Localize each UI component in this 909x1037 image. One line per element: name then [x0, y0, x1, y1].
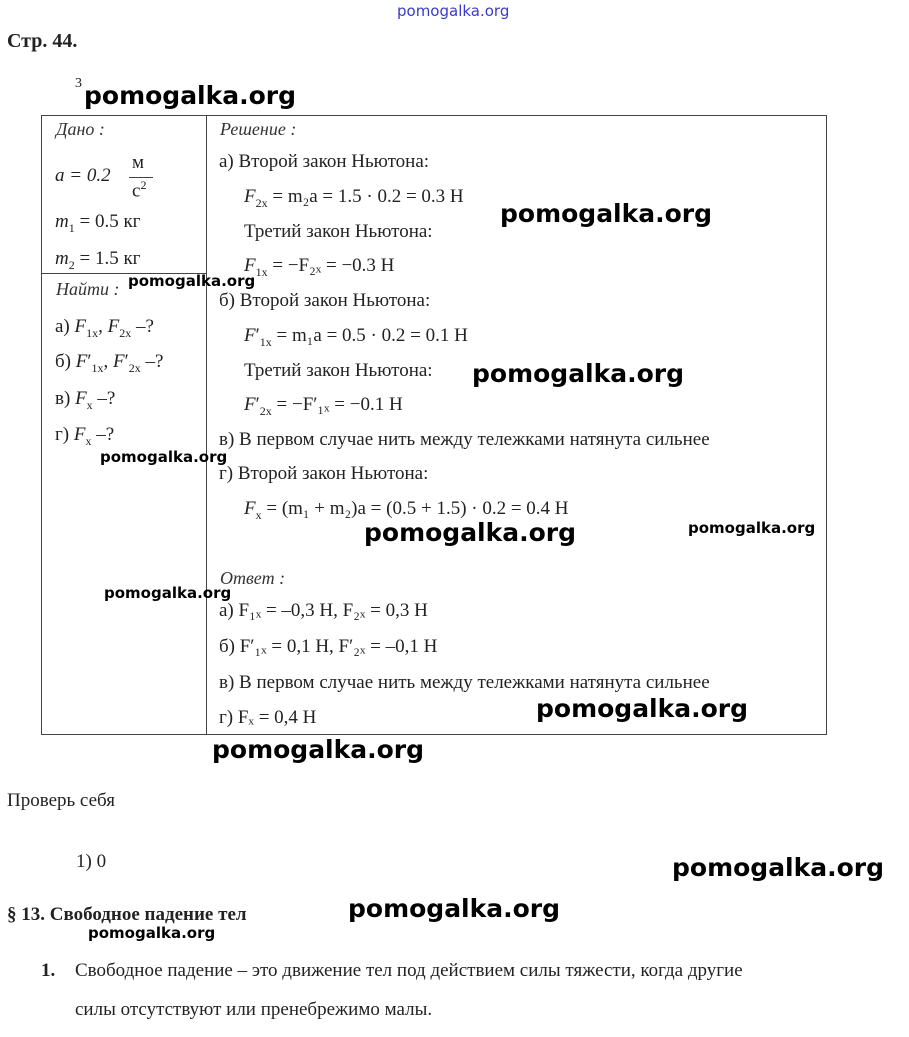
watermark: pomogalka.org [500, 199, 713, 228]
solution-b-eq1: $F'_{1x} = m_1a = 0.5 \cdot 0.2 = 0.1$ Н [244, 325, 468, 349]
find-v: в) $F_x$ –? [55, 388, 116, 412]
watermark: pomogalka.org [212, 735, 425, 764]
answer-a: а) F₁ₓ = –0,3 Н, F₂ₓ = 0,3 Н [219, 600, 428, 621]
answer-header: Ответ : [220, 568, 286, 588]
check-item: 1) 0 [76, 851, 107, 872]
given-a-unit-num: м [132, 152, 145, 173]
watermark: pomogalka.org [472, 359, 685, 388]
watermark: pomogalka.org [88, 924, 216, 942]
find-b: б) $F'_{1x}$, $F'_{2x}$ –? [55, 351, 164, 375]
solution-g-eq: $F_x = (m_1 + m_2)a = (0.5 + 1.5) \cdot 0.2 = 0.4$ Н [244, 498, 569, 522]
task-number: 3 [75, 76, 82, 91]
item1-line1: Свободное падение – это движение тел под действием силы тяжести, когда другие [75, 960, 743, 981]
watermark: pomogalka.org [104, 584, 232, 602]
solution-a-eq1: $F_{2x} = m_2a = 1.5 \cdot 0.2 = 0.3$ Н [244, 186, 464, 210]
given-m2: $m_2 = 1.5$ кг [55, 248, 141, 272]
solution-a-title: а) Второй закон Ньютона: [219, 151, 430, 172]
find-header: Найти : [56, 279, 120, 299]
solution-header: Решение : [220, 119, 297, 139]
watermark: pomogalka.org [536, 694, 749, 723]
watermark: pomogalka.org [688, 519, 816, 537]
section-title: § 13. Свободное падение тел [7, 904, 247, 925]
watermark: pomogalka.org [672, 853, 885, 882]
watermark: pomogalka.org [348, 894, 561, 923]
page-header: Стр. 44. [7, 30, 78, 52]
watermark: pomogalka.org [84, 81, 297, 110]
solution-b-title: б) Второй закон Ньютона: [219, 290, 431, 311]
solution-a-eq2: $F_{1x} = -F_{2x} = -0.3$ Н [244, 255, 395, 279]
check-yourself-heading: Проверь себя [7, 790, 115, 811]
solution-v-text: в) В первом случае нить между тележками натянута сильнее [219, 429, 710, 450]
item1-line2: силы отсутствуют или пренебрежимо малы. [75, 999, 433, 1020]
answer-b: б) F′₁ₓ = 0,1 Н, F′₂ₓ = –0,1 Н [219, 636, 438, 657]
answer-g: г) Fₓ = 0,4 Н [219, 707, 317, 728]
given-a-unit-den: $с^2$ [132, 178, 147, 202]
solution-b-eq2: $F'_{2x} = -F'_{1x} = -0.1$ Н [244, 394, 403, 418]
watermark: pomogalka.org [100, 448, 228, 466]
given-header: Дано : [56, 119, 105, 139]
answer-v: в) В первом случае нить между тележками натянута сильнее [219, 672, 710, 693]
watermark: pomogalka.org [364, 518, 577, 547]
find-a: а) $F_{1x}$, $F_{2x}$ –? [55, 316, 154, 340]
given-m1: $m_1 = 0.5$ кг [55, 211, 141, 235]
solution-third-law-1: Третий закон Ньютона: [244, 221, 433, 242]
solution-g-title: г) Второй закон Ньютона: [219, 463, 429, 484]
solution-third-law-2: Третий закон Ньютона: [244, 360, 433, 381]
find-g: г) $F_x$ –? [55, 424, 115, 448]
item1-number: 1. [41, 960, 56, 981]
watermark: pomogalka.org [128, 272, 256, 290]
watermark-top: pomogalka.org [397, 2, 510, 20]
given-a: a = 0.2 [55, 165, 111, 186]
